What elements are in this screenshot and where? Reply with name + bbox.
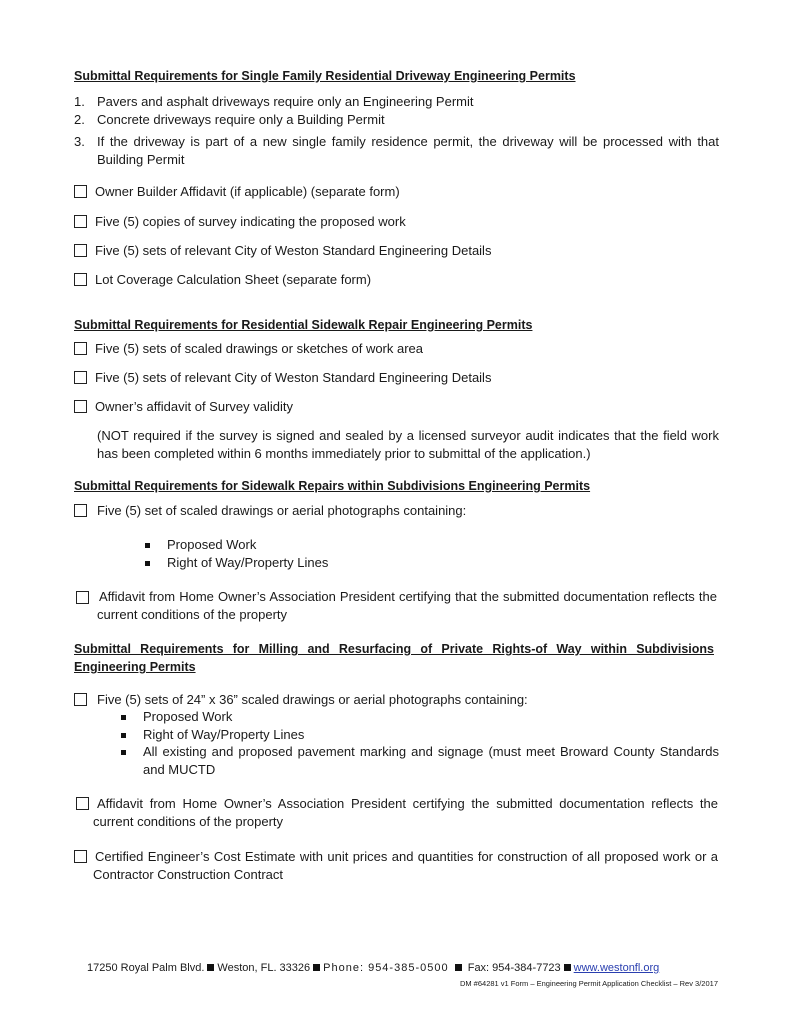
section-heading-driveway: Submittal Requirements for Single Family Residential Driveway Engineering Permits	[74, 69, 576, 83]
checkbox[interactable]	[74, 850, 87, 863]
list-number: 3.	[74, 134, 85, 149]
bullet-item: All existing and proposed pavement marking and signage (must meet Broward County Standards and MUCTD	[143, 744, 719, 777]
checklist-item: Five (5) set of scaled drawings or aerial photographs containing:	[97, 503, 467, 518]
checkbox[interactable]	[74, 244, 87, 257]
checkbox[interactable]	[74, 215, 87, 228]
section-heading-sidewalk-repair: Submittal Requirements for Residential Sidewalk Repair Engineering Permits	[74, 318, 533, 332]
list-item: Concrete driveways require only a Building Permit	[97, 112, 385, 127]
footer-phone: Phone: 954-385-0500	[323, 962, 449, 974]
note-text: (NOT required if the survey is signed and sealed by a licensed surveyor audit indicates that the field work has been completed within 6 months immediately prior to submittal of the application.)	[97, 428, 719, 461]
checkbox[interactable]	[74, 693, 87, 706]
checklist-item: Five (5) sets of relevant City of Weston Standard Engineering Details	[95, 370, 492, 385]
separator-icon	[455, 964, 462, 971]
checkbox[interactable]	[76, 591, 89, 604]
checkbox[interactable]	[74, 342, 87, 355]
checkbox[interactable]	[74, 273, 87, 286]
bullet-icon	[121, 750, 126, 755]
checklist-item: Affidavit from Home Owner’s Association President certifying that the submitted documentation reflects the current conditions of the property	[97, 589, 717, 622]
bullet-item: Proposed Work	[143, 709, 233, 724]
checklist-item: Five (5) sets of relevant City of Weston Standard Engineering Details	[95, 243, 492, 258]
checklist-item: Five (5) sets of 24” x 36” scaled drawings or aerial photographs containing:	[97, 692, 528, 707]
list-item: If the driveway is part of a new single family residence permit, the driveway will be processed with that Building Permit	[97, 134, 719, 167]
checkbox[interactable]	[76, 797, 89, 810]
bullet-item: Right of Way/Property Lines	[143, 727, 305, 742]
checklist-item: Owner’s affidavit of Survey validity	[95, 399, 293, 414]
footer-doc-id: DM #64281 v1 Form – Engineering Permit Application Checklist – Rev 3/2017	[459, 979, 718, 988]
separator-icon	[207, 964, 214, 971]
checklist-item: Owner Builder Affidavit (if applicable) (separate form)	[95, 184, 400, 199]
checkbox[interactable]	[74, 504, 87, 517]
list-item: Pavers and asphalt driveways require only an Engineering Permit	[97, 94, 474, 109]
checklist-item: Affidavit from Home Owner’s Association President certifying the submitted documentation reflects the current conditions of the property	[93, 796, 718, 829]
checklist-item: Certified Engineer’s Cost Estimate with unit prices and quantities for construction of all proposed work or a Contractor Construction Contract	[93, 849, 718, 882]
checkbox[interactable]	[74, 400, 87, 413]
bullet-icon	[121, 733, 126, 738]
separator-icon	[313, 964, 320, 971]
section-heading-subdivision-sidewalk: Submittal Requirements for Sidewalk Repairs within Subdivisions Engineering Permits	[74, 479, 591, 493]
checklist-item: Five (5) sets of scaled drawings or sketches of work area	[95, 341, 424, 356]
separator-icon	[564, 964, 571, 971]
list-number: 1.	[74, 94, 85, 109]
list-number: 2.	[74, 112, 85, 127]
checklist-item: Lot Coverage Calculation Sheet (separate form)	[95, 272, 372, 287]
checkbox[interactable]	[74, 185, 87, 198]
checklist-item: Five (5) copies of survey indicating the proposed work	[95, 214, 406, 229]
bullet-item: Proposed Work	[167, 537, 257, 552]
bullet-icon	[121, 715, 126, 720]
section-heading-milling-resurfacing: Submittal Requirements for Milling and Resurfacing of Private Rights-of Way within Subdivisions Engineering Permits	[74, 642, 714, 674]
footer-website-link[interactable]: www.westonfl.org	[573, 962, 660, 974]
checkbox[interactable]	[74, 371, 87, 384]
bullet-item: Right of Way/Property Lines	[167, 555, 329, 570]
bullet-icon	[145, 561, 150, 566]
footer-address: 17250 Royal Palm Blvd.	[87, 962, 205, 974]
bullet-icon	[145, 543, 150, 548]
footer-fax: Fax: 954-384-7723	[467, 962, 561, 974]
footer-city: Weston, FL. 33326	[217, 962, 311, 974]
